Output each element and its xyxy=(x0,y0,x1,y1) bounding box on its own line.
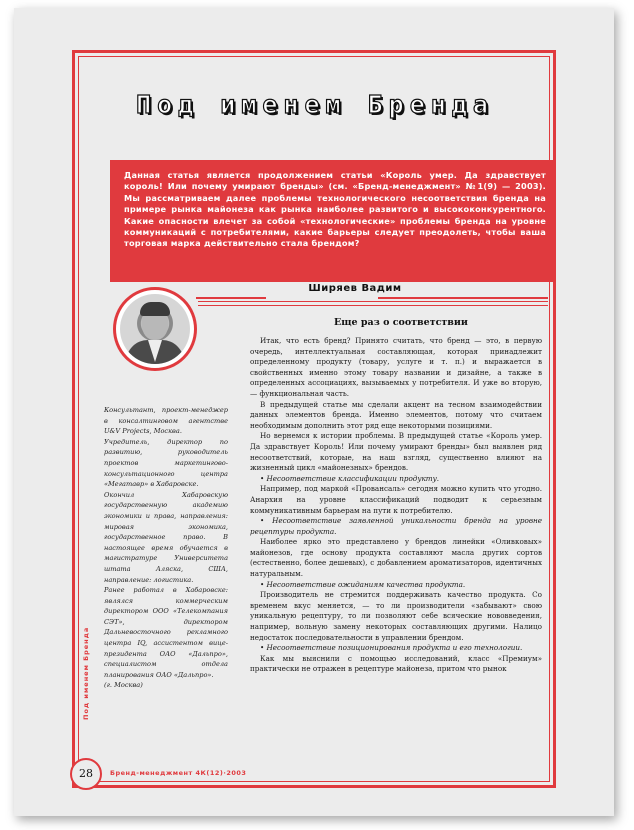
body-paragraph: В предыдущей статье мы сделали акцент на тесном взаимодействии данных элементов бренда. Именно элементов, потому что считаем необходимым дополнить этот ряд еще некоторыми позициями. xyxy=(250,399,542,430)
bio-paragraph: Консультант, проект-менеджер в консалтинговом агентстве U&V Projects, Москва. xyxy=(104,406,228,436)
page-number: 28 xyxy=(70,758,102,790)
divider-line xyxy=(198,305,548,306)
bio-paragraph: Ранее работал в Хабаровске: являлся коммерческим директором ООО «Телекомпания СЭТ», директором Дальневосточного рекламного центра IQ, ассистентом вице-президента ОАО «Дальпро», специалистом отдела планирования ОАО «Дальпро». xyxy=(104,586,228,679)
bio-paragraph: Окончил Хабаровскую государственную академию экономики и права, направления: мировая экономика, государственное право. В настоящее время обучается в магистратуре Университета штата Аляска, США, направление: логистика. xyxy=(104,490,228,584)
article-body xyxy=(250,336,542,675)
body-bullet: • Несоответствие ожиданиям качества продукта. xyxy=(260,579,466,589)
portrait-image xyxy=(120,294,190,364)
body-paragraph: Как мы выяснили с помощью исследований, класс «Премиум» практически не отражен в рецептуре майонеза, притом что рынок xyxy=(250,653,542,674)
divider-line xyxy=(378,297,548,299)
body-paragraph: Наиболее ярко это представлено у брендов линейки «Оливковых» майонезов, где основу продукта составляют масла других сортов (естественно, более дешевых), с добавлением ароматизаторов, идентичных натуральным. xyxy=(250,537,542,579)
bio-paragraph: Учредитель, директор по развитию, руководитель проектов маркетингово-консультационного центра «Мегатавр» в Хабаровске. xyxy=(104,437,228,489)
bio-paragraph: (г. Москва) xyxy=(104,681,143,690)
running-head-vertical: Под именем Бренда xyxy=(82,626,90,720)
section-heading: Еще раз о соответствии xyxy=(334,317,468,328)
divider-line xyxy=(198,301,548,302)
author-bio xyxy=(104,405,228,691)
body-paragraph: Например, под маркой «Провансаль» сегодня можно купить что угодно. Анархия на уровне классификаций подводит к серьезным коммуникативным барьерам на пути к потребителю. xyxy=(250,484,542,515)
footer-magazine-issue: Бренд-менеджмент 4К(12)·2003 xyxy=(110,769,247,777)
body-paragraph: Но вернемся к истории проблемы. В предыдущей статье «Король умер. Да здравствует Король! Или почему умирают бренды» был выявлен ряд несоответствий, которые, на наш взгляд, существенно влияют на жизненный цикл «майонезных» брендов. xyxy=(250,431,542,473)
body-bullet: • Несоответствие заявленной уникальности бренда на уровне рецептуры продукта. xyxy=(250,516,542,536)
article-title: Под именем Бренда xyxy=(136,90,494,119)
lead-paragraph: Данная статья является продолжением статьи «Король умер. Да здравствует король! Или почему умирают бренды» (см. «Бренд-менеджмент» №1(9) — 2003). Мы рассматриваем далее проблемы технологического несоответствия бренда на примере рынка майонеза как рынка наиболее развитого и высококонкурентного. Какие опасности влечет за собой «технологические» проблемы бренда на уровне коммуникаций с потребителями, какие барьеры следует преодолеть, чтобы ваша торговая марка действительно стала брендом? xyxy=(110,160,554,282)
author-photo xyxy=(113,287,197,371)
body-paragraph: Итак, что есть бренд? Принято считать, что бренд — это, в первую очередь, интеллектуальная составляющая, которая принадлежит определенному продукту (товару, услуге и т. п.) и выражается в свойственных именно этому товару названии и дизайне, а также в определенных ассоциациях, вызываемых у потребителя. И уже во вторую, — функциональная часть. xyxy=(250,336,542,398)
body-paragraph: Производитель не стремится поддерживать качество продукта. Со временем вкус меняется, — то ли производители «забывают» свою уникальную рецептуру, то ли позволяют себе всяческие нововведения, например, вольную замену некоторых составляющих другими. Налицо недостаток последовательности в управлении брендом. xyxy=(250,590,542,642)
divider-line xyxy=(196,297,266,299)
author-name: Ширяев Вадим xyxy=(308,283,402,294)
body-bullet: • Несоответствие классификации продукту. xyxy=(260,473,440,483)
body-bullet: • Несоответствие позиционирования продукта и его технологии. xyxy=(260,643,523,653)
